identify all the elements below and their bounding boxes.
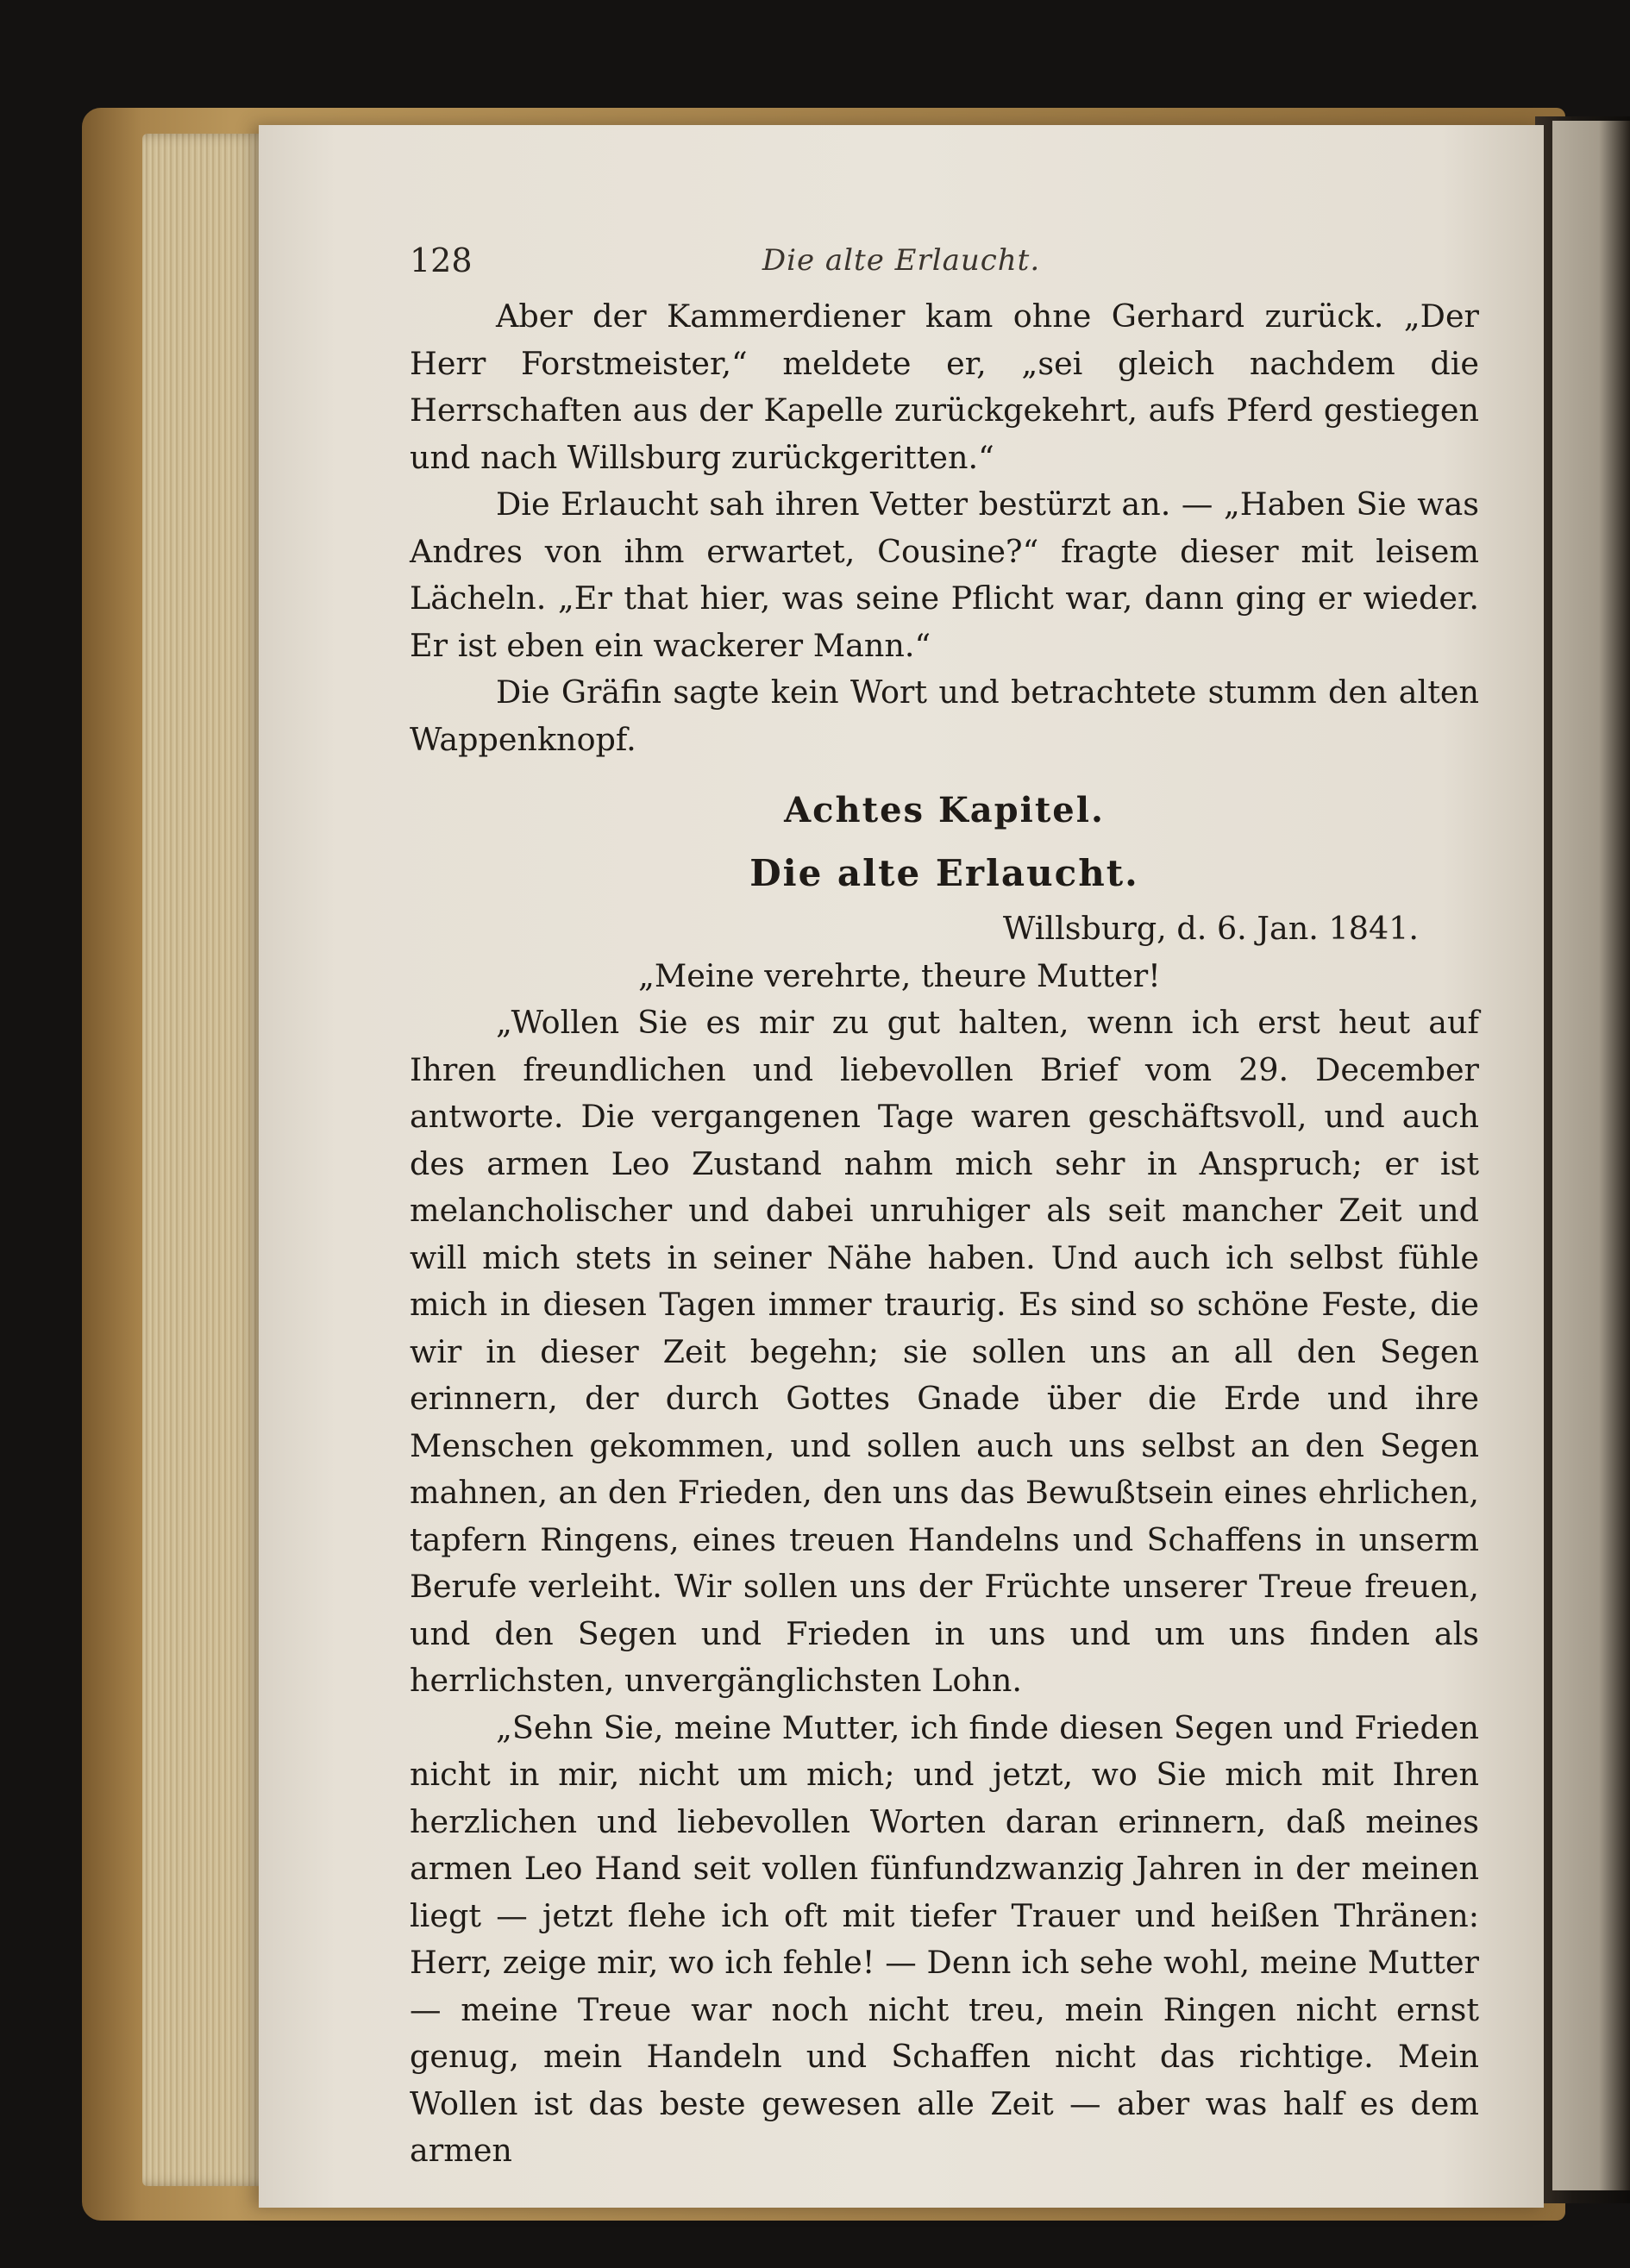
paragraph-2: Die Erlaucht sah ihren Vetter bestürzt an. — „Haben Sie was Andres von ihm erwartet, Cousine?“ fragte dieser mit leisem Lächeln. „Er that hier, was seine Pflicht war, dann ging er wieder. Er ist eben ein wackerer Mann.“ <box>410 486 1479 664</box>
letter-dateline: Willsburg, d. 6. Jan. 1841. <box>1002 910 1419 947</box>
paragraph-5: „Sehn Sie, meine Mutter, ich finde diesen Segen und Frieden nicht in mir, nicht um mich; und jetzt, wo Sie mich mit Ihren herzlichen und liebevollen Worten daran erinnern, daß meines armen Leo Hand seit vollen fünfundzwanzig Jahren in der meinen liegt — jetzt flehe ich oft mit tiefer Trauer und heißen Thränen: Herr, zeige mir, wo ich fehle! — Denn ich sehe wohl, meine Mutter — meine Treue war noch nicht treu, mein Ringen nicht ernst genug, mein Handeln und Schaffen nicht das richtige. Mein Wollen ist das beste gewesen alle Zeit — aber was half es dem armen <box>410 1708 1479 2169</box>
page-number: 128 <box>410 241 473 279</box>
book-page <box>259 125 1544 2208</box>
page-text <box>410 293 1479 2175</box>
chapter-heading: Achtes Kapitel. <box>784 790 1105 830</box>
paragraph-1: Aber der Kammerdiener kam ohne Gerhard zurück. „Der Herr Forstmeister,“ meldete er, „sei gleich nachdem die Herrschaften aus der Kapelle zurückgekehrt, aufs Pferd gestiegen und nach Willsburg zurückgeritten.“ <box>410 298 1479 476</box>
next-page-edge <box>1552 121 1630 2190</box>
page-header <box>259 233 1544 285</box>
running-title: Die alte Erlaucht. <box>762 243 1041 278</box>
paragraph-4: „Wollen Sie es mir zu gut halten, wenn ich erst heut auf Ihren freundlichen und liebevollen Brief vom 29. December antworte. Die vergangenen Tage waren geschäftsvoll, und auch des armen Leo Zustand nahm mich sehr in Anspruch; er ist melancholischer und dabei unruhiger als seit mancher Zeit und will mich stets in seiner Nähe haben. Und auch ich selbst fühle mich in diesen Tagen immer traurig. Es sind so schöne Feste, die wir in dieser Zeit begehn; sie sollen uns an all den Segen erinnern, der durch Gottes Gnade über die Erde und ihre Menschen gekommen, und sollen auch uns selbst an den Segen mahnen, an den Frieden, den uns das Bewußtsein eines ehrlichen, tapfern Ringens, eines treuen Handelns und Schaffens in unserm Berufe verleiht. Wir sollen uns der Früchte unserer Treue freuen, und den Segen und Frieden in uns und um uns finden als herrlichsten, unvergänglichsten Lohn. <box>410 1004 1479 1699</box>
chapter-title: Die alte Erlaucht. <box>749 851 1139 894</box>
letter-salutation: „Meine verehrte, theure Mutter! <box>638 956 1161 994</box>
paragraph-3: Die Gräfin sagte kein Wort und betrachtete stumm den alten Wappenknopf. <box>410 674 1479 758</box>
page-edges <box>142 134 272 2186</box>
